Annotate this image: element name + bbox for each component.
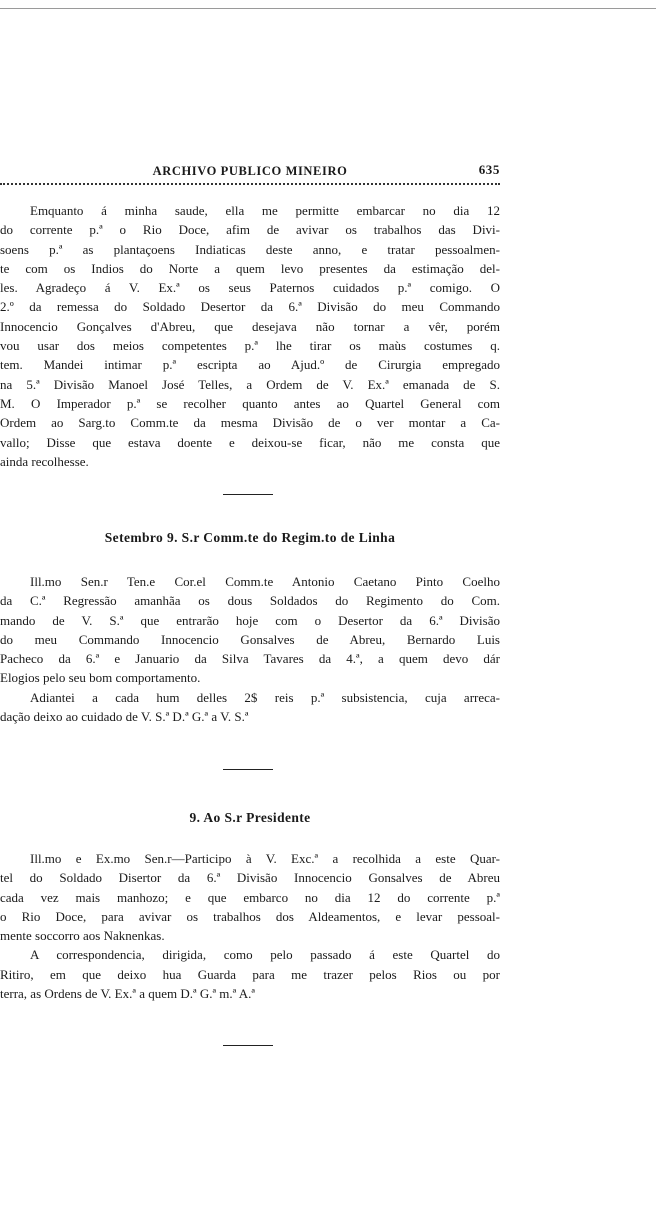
text-line: Ordem ao Sarg.to Comm.te da mesma Divisão de o ver montar a Ca- [0,415,500,431]
text-line: 2.º da remessa do Soldado Desertor da 6.ª Divisão do meu Commando [0,299,500,315]
text-line: cada vez mais manhozo; e que embarco no dia 12 do corrente p.ª [0,889,500,905]
text-line: Ill.mo e Ex.mo Sen.r—Participo à V. Exc.ª a recolhida a este Quar- [30,851,500,866]
text-line: dação deixo ao cuidado de V. S.ª D.ª G.ª a V. S.ª [0,709,249,725]
section-2-text [0,572,500,726]
text-line: te com os Indios do Norte a quem levo presentes da estimação del- [0,260,500,276]
text-line: tel do Soldado Disertor da 6.ª Divisão Innocencio Gonsalves de Abreu [0,870,500,886]
top-page-rule [0,8,656,9]
text-line: terra, as Ordens de V. Ex.ª a quem D.ª G.ª m.ª A.ª [0,986,256,1002]
text-line: Ill.mo Sen.r Ten.e Cor.el Comm.te Antonio Caetano Pinto Coelho [30,574,500,589]
section-2-heading: Setembro 9. S.r Comm.te do Regim.to de Linha [104,530,396,545]
text-line: vallo; Disse que estava doente e deixou-se ficar, não me consta que [0,434,500,450]
section-separator [223,1045,273,1046]
text-line: do meu Commando Innocencio Gonsalves de Abreu, Bernardo Luis [0,631,500,647]
text-line: tem. Mandei intimar p.ª escripta ao Ajud.º de Cirurgia empregado [0,357,500,373]
running-header-title: ARCHIVO PUBLICO MINEIRO [152,164,348,178]
text-line: M. O Imperador p.ª se recolher quanto antes ao Quartel General com [0,395,500,411]
text-line: do corrente p.ª o Rio Doce, afim de avivar os trabalhos das Divi- [0,222,500,238]
section-separator [223,769,273,770]
section-3-heading: 9. Ao S.r Presidente [189,810,311,825]
text-line: ainda recolhesse. [0,453,89,469]
text-line: soens p.ª as plantaçoens Indiaticas deste anno, e tratar pessoalmen- [0,241,500,257]
text-line: les. Agradeço á V. Ex.ª os seus Paternos cuidados p.ª comigo. O [0,280,500,296]
header-rule [0,183,500,185]
section-3-text [0,849,500,1003]
text-line: A correspondencia, dirigida, como pelo passado á este Quartel do [30,947,500,963]
text-line: mente soccorro aos Naknenkas. [0,928,165,944]
text-line: o Rio Doce, para avivar os trabalhos dos Aldeamentos, e levar pessoal- [0,908,500,924]
text-line: da C.ª Regressão amanhãa os dous Soldados do Regimento do Com. [0,593,500,609]
text-line: Emquanto á minha saude, ella me permitte embarcar no dia 12 [30,203,500,218]
text-line: vou usar dos meios competentes p.ª lhe tirar os maùs costumes q. [0,338,500,354]
running-header [0,164,500,180]
page-number: 635 [478,162,500,177]
text-line: Adiantei a cada hum delles 2$ reis p.ª subsistencia, cuja arreca- [30,689,500,705]
section-1-text [0,201,500,471]
text-line: Pacheco da 6.ª e Januario da Silva Tavares da 4.ª, a quem devo dár [0,651,500,667]
section-separator [223,494,273,495]
text-line: Ritiro, em que deixo hua Guarda para me trazer pelos Rios ou por [0,966,500,982]
text-line: Elogios pelo seu bom comportamento. [0,670,201,686]
text-line: na 5.ª Divisão Manoel José Telles, a Ordem de V. Ex.ª emanada de S. [0,376,500,392]
text-line: Innocencio Gonçalves d'Abreu, que desejava não tornar a vêr, porém [0,318,500,334]
text-line: mando de V. S.ª que entrarão hoje com o Desertor da 6.ª Divisão [0,612,500,628]
